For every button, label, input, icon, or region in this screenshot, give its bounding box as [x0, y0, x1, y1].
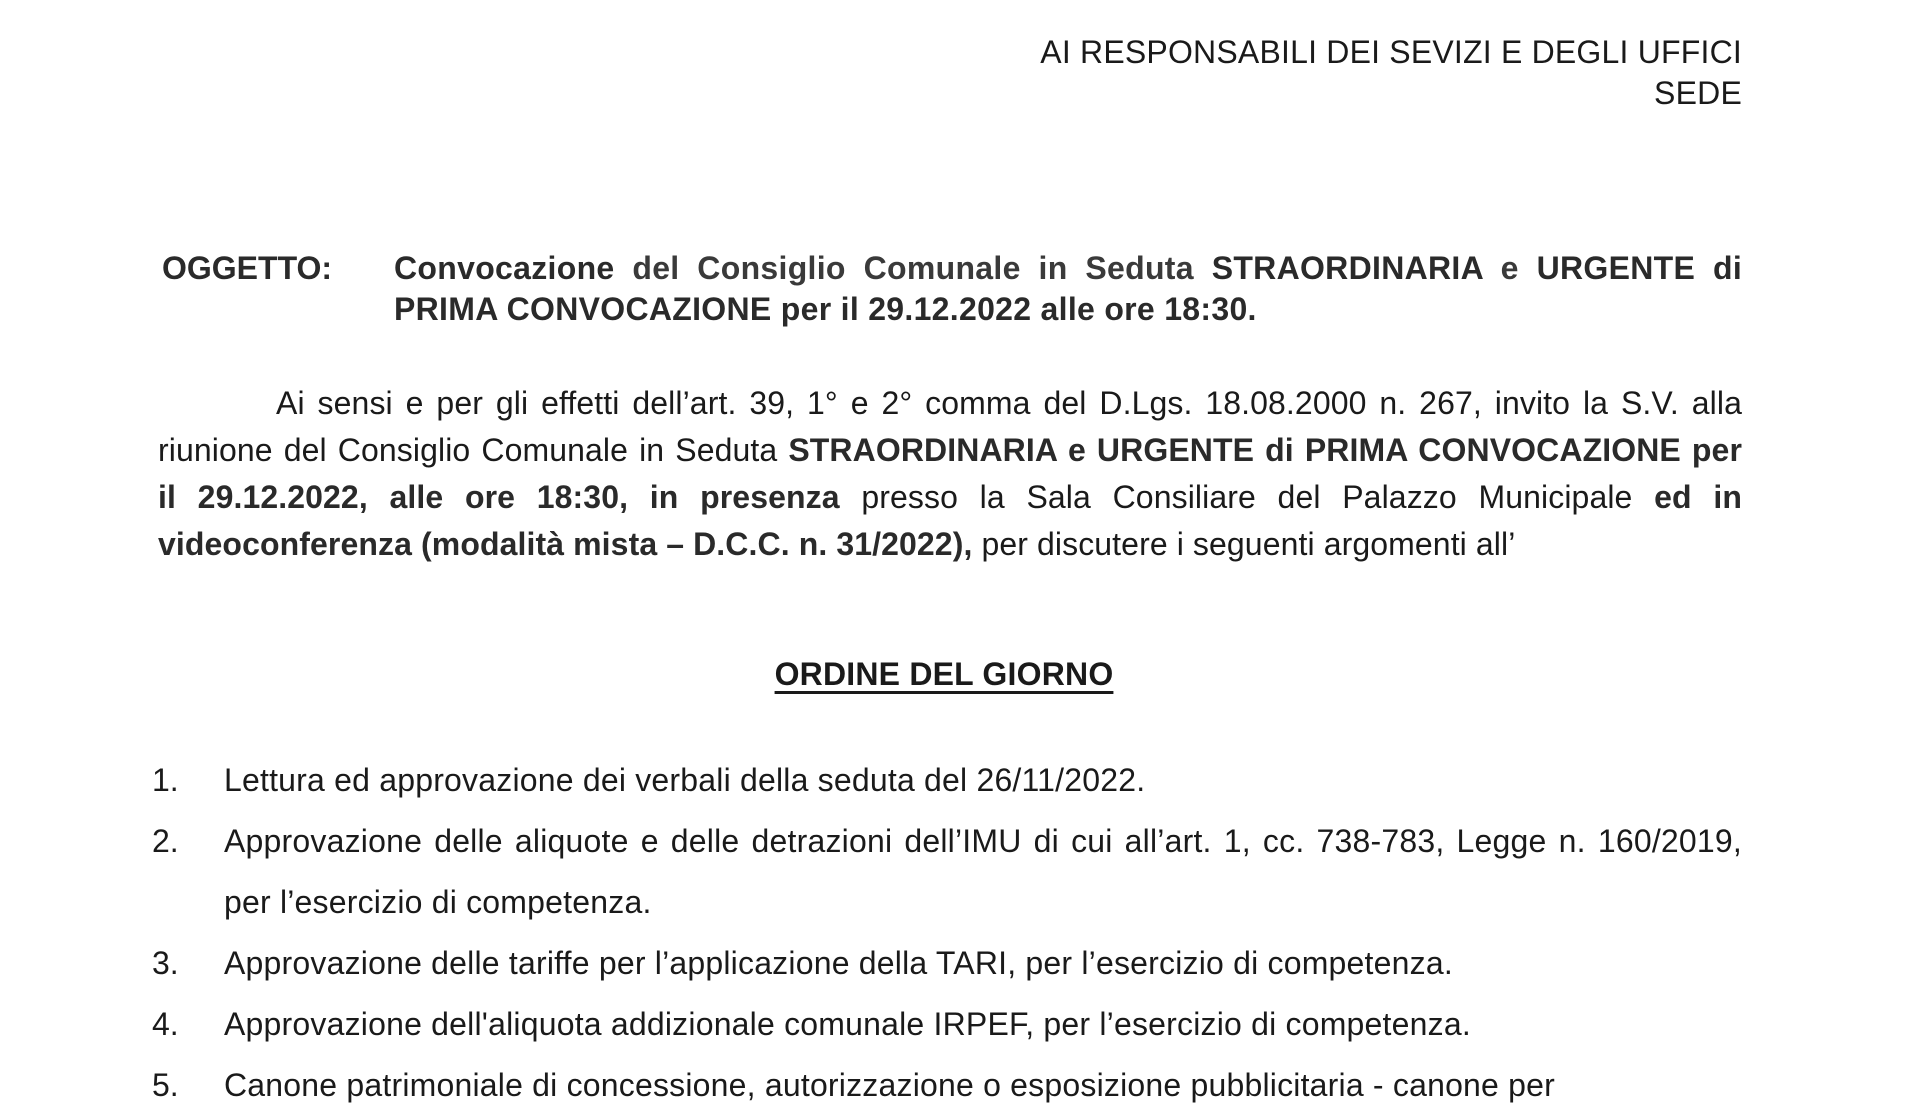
body-paragraph — [158, 380, 1742, 568]
body-text: per discutere i seguenti argomenti all’ — [972, 526, 1516, 562]
body-bold: ed in videoconferenza (modalità mista – D.C.C. n. 31/2022), — [158, 479, 1743, 562]
body-text: presso la Sala Consiliare del Palazzo Municipale — [839, 479, 1655, 515]
body-bold: in presenza — [649, 479, 840, 515]
recipient-line: AI RESPONSABILI DEI SEVIZI E DEGLI UFFICI — [1040, 34, 1742, 70]
agenda-item-text: Approvazione dell'aliquota addizionale comunale IRPEF, per l’esercizio di competenza. — [224, 1006, 1471, 1042]
agenda-item — [152, 750, 1742, 811]
subject-part: STRAORDINARIA — [1211, 250, 1483, 286]
agenda-item-number: 4. — [152, 1006, 179, 1042]
subject-block — [162, 248, 1742, 330]
subject-part: URGENTE di PRIMA CONVOCAZIONE per il 29.12.2022 alle ore 18:30. — [394, 250, 1743, 327]
agenda-list — [152, 750, 1742, 1116]
agenda-item — [152, 1055, 1742, 1116]
subject-part: Convocazione — [394, 250, 615, 286]
agenda-item-number: 3. — [152, 945, 179, 981]
agenda-item — [152, 933, 1742, 994]
agenda-item-text: Canone patrimoniale di concessione, autorizzazione o esposizione pubblicitaria - canone per — [224, 1067, 1555, 1103]
recipient-place: SEDE — [1654, 75, 1742, 111]
agenda-title: ORDINE DEL GIORNO — [774, 656, 1114, 692]
agenda-item-text: Approvazione delle tariffe per l’applicazione della TARI, per l’esercizio di competenza. — [224, 945, 1453, 981]
subject-part: del Consiglio Comunale in Seduta — [614, 250, 1212, 286]
recipient-block — [1040, 32, 1742, 114]
agenda-item-text: Lettura ed approvazione dei verbali della seduta del 26/11/2022. — [224, 762, 1146, 798]
subject-part: e — [1482, 250, 1537, 286]
agenda-item-number: 5. — [152, 1067, 179, 1103]
agenda-item — [152, 811, 1742, 933]
body-bold: STRAORDINARIA e URGENTE di PRIMA CONVOCAZIONE per il 29.12.2022, alle ore 18:30, — [158, 432, 1743, 515]
subject-label: OGGETTO: — [162, 250, 333, 286]
agenda-item — [152, 994, 1742, 1055]
agenda-item-number: 1. — [152, 762, 179, 798]
subject-text — [394, 248, 1742, 330]
body-text — [628, 479, 650, 515]
agenda-item-text: Approvazione delle aliquote e delle detrazioni dell’IMU di cui all’art. 1, cc. 738-783, Legge n. 160/2019, per l’esercizio di competenza. — [224, 823, 1742, 920]
agenda-item-number: 2. — [152, 823, 179, 859]
body-text: Ai sensi e per gli effetti dell’art. 39, 1° e 2° comma del D.Lgs. 18.08.2000 n. 267, invito la S.V. alla riunione del Consiglio Comunale in Seduta — [158, 385, 1742, 468]
